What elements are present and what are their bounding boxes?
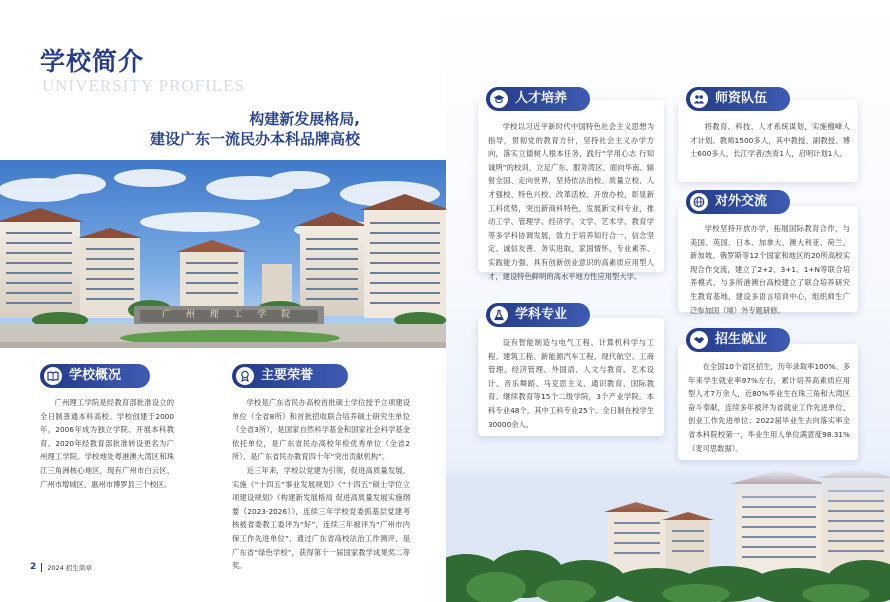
slogan-line-1: 构建新发展格局, xyxy=(249,110,360,128)
graduation-cap-icon xyxy=(490,90,508,108)
flask-icon xyxy=(490,306,508,324)
campus-buildings-photo xyxy=(446,470,890,602)
employment-section-title: 招生就业 xyxy=(715,332,768,347)
people-icon xyxy=(690,90,708,108)
page-title: 学校简介 xyxy=(40,47,145,76)
faculty-body xyxy=(690,120,850,161)
majors-section-title: 学科专业 xyxy=(515,307,568,322)
campus-buildings-illustration xyxy=(446,470,890,602)
faculty-section-header xyxy=(686,87,790,111)
honors-paragraph-2: 近三年来，学校以党建为引领，促进高质量发展，实施《“十四五”事业发展规划》《“十四五”硕士学位立项建设规划》《构建新发展格局 促进高质量发展实施纲要（2023-2026）》，连续三年学校党委抓基层党建考核被省委教工委评为“好”，连续三年被评为“广州市内保工作先进单位”，通过广东省高校法治工作测评，是广东省“绿色学校”，获得第十一届国家教学成果奖二等奖。 xyxy=(232,465,410,571)
exchange-body xyxy=(690,222,850,317)
globe-icon xyxy=(690,193,708,211)
page-footer xyxy=(30,562,92,572)
talent-body xyxy=(488,120,654,283)
honors-section-title: 主要荣誉 xyxy=(261,368,314,383)
honors-section-header xyxy=(232,364,348,388)
overview-section-title: 学校概况 xyxy=(69,368,122,383)
honors-paragraph-1: 学校是广东省民办高校首批硕士学位授予立项建设单位（全省8所）和首批招收联合培养硕士研究生单位（全省3所），是国家自然科学基金和国家社会科学基金依托单位，是广东省民办高校年检优秀单位（全省2所），是广东省民办教育四十年“突出贡献机构”。 xyxy=(232,398,410,462)
majors-paragraph: 设有智能制造与电气工程、计算机科学与工程、建筑工程、新能源汽车工程、现代航空、工商管理、经济管理、外国语、人文与教育、艺术设计、音乐舞蹈、马克思主义、通识教育、国际教育、继续教育等15个二级学院，3个产业学院。本科专业48个，其中工科专业25个。全日制在校学生30000余人。 xyxy=(488,338,654,429)
overview-paragraph: 广州理工学院是经教育部批准设立的全日制普通本科高校。学校创建于2000年，2006年成为独立学院、开展本科教育。2020年经教育部批准转设更名为广州理工学院。学校地处粤港澳大湾区和珠江三角洲核心地区，现有广州市白云区、广州市增城区、惠州市博罗县三个校区。 xyxy=(40,398,174,489)
majors-body xyxy=(488,336,654,431)
campus-main-building-photo xyxy=(0,160,446,348)
employment-paragraph: 在全国10个省区招生，历年录取率100%。多年来学生就业率97%左右，累计培养高素质应用型人才7万余人，近80%毕业生在珠三角和大湾区奋斗奉献，连续多年被评为省就业工作先进单位、创业工作先进单位；2022届毕业生去向落实率全省本科院校第一，毕业生用人单位满意度98.31%（麦可思数据）。 xyxy=(688,362,850,453)
page-number: 2 xyxy=(30,562,37,572)
faculty-section-title: 师资队伍 xyxy=(715,91,768,106)
overview-section-header xyxy=(40,364,150,388)
talent-section-header xyxy=(486,87,590,111)
exchange-section-title: 对外交流 xyxy=(715,194,768,209)
book-icon xyxy=(44,367,62,385)
overview-body xyxy=(40,396,174,491)
employment-body xyxy=(688,360,850,455)
honors-body xyxy=(232,396,410,573)
slogan-line-2: 建设广东一流民办本科品牌高校 xyxy=(149,130,360,148)
exchange-paragraph: 学校坚持开放办学，拓展国际教育合作，与美国、英国、日本、加拿大、澳大利亚、荷兰、新加坡、俄罗斯等12个国家和地区的20所高校实现合作交流，建立了2+2、3+1、1+N等联合培养模式，与多所港澳台高校建立了联合培养研究生教育基地，建设多语言培训中心，组织师生广泛参加国（境）外专题研修。 xyxy=(690,224,850,315)
handshake-icon xyxy=(690,331,708,349)
footer-divider xyxy=(41,563,42,572)
award-icon xyxy=(236,367,254,385)
page-subtitle-en: UNIVERSITY PROFILES xyxy=(42,76,246,95)
talent-paragraph: 学校以习近平新时代中国特色社会主义思想为指导，贯彻党的教育方针，坚持社会主义办学方向，落实立德树人根本任务，践行“学用心志 行知诚明”的校训，立足广东、服务湾区、面向华南、辐射全国、走向世界，坚持依法治校、质量立校、人才强校、特色兴校、改革活校、开放办校，彰显新工科优势，突出新商科特色，发展新文科专业，推动工学、管理学、经济学、文学、艺术学、教育学等多学科协调发展，致力于培养知行合一、信念坚定、诚信友善、务实进取、家国情怀、专业素养、实践能力强、具有创新创业意识的高素质应用型人才，建设特色鲜明的高水平地方性应用型大学。 xyxy=(488,122,654,281)
talent-section-title: 人才培养 xyxy=(515,91,568,106)
faculty-paragraph: 将教育、科技、人才系统谋划，实施榴峰人才计划。教师1500多人，其中教授、副教授、博士600多人，长江学者/杰青1人，启明计划1人。 xyxy=(690,122,850,159)
booklet-name: 2024 招生简章 xyxy=(47,563,92,572)
exchange-section-header xyxy=(686,190,790,214)
employment-section-header xyxy=(686,328,790,352)
campus-gate-sign: 广 州 理 工 学 院 xyxy=(161,310,297,320)
majors-section-header xyxy=(486,303,590,327)
